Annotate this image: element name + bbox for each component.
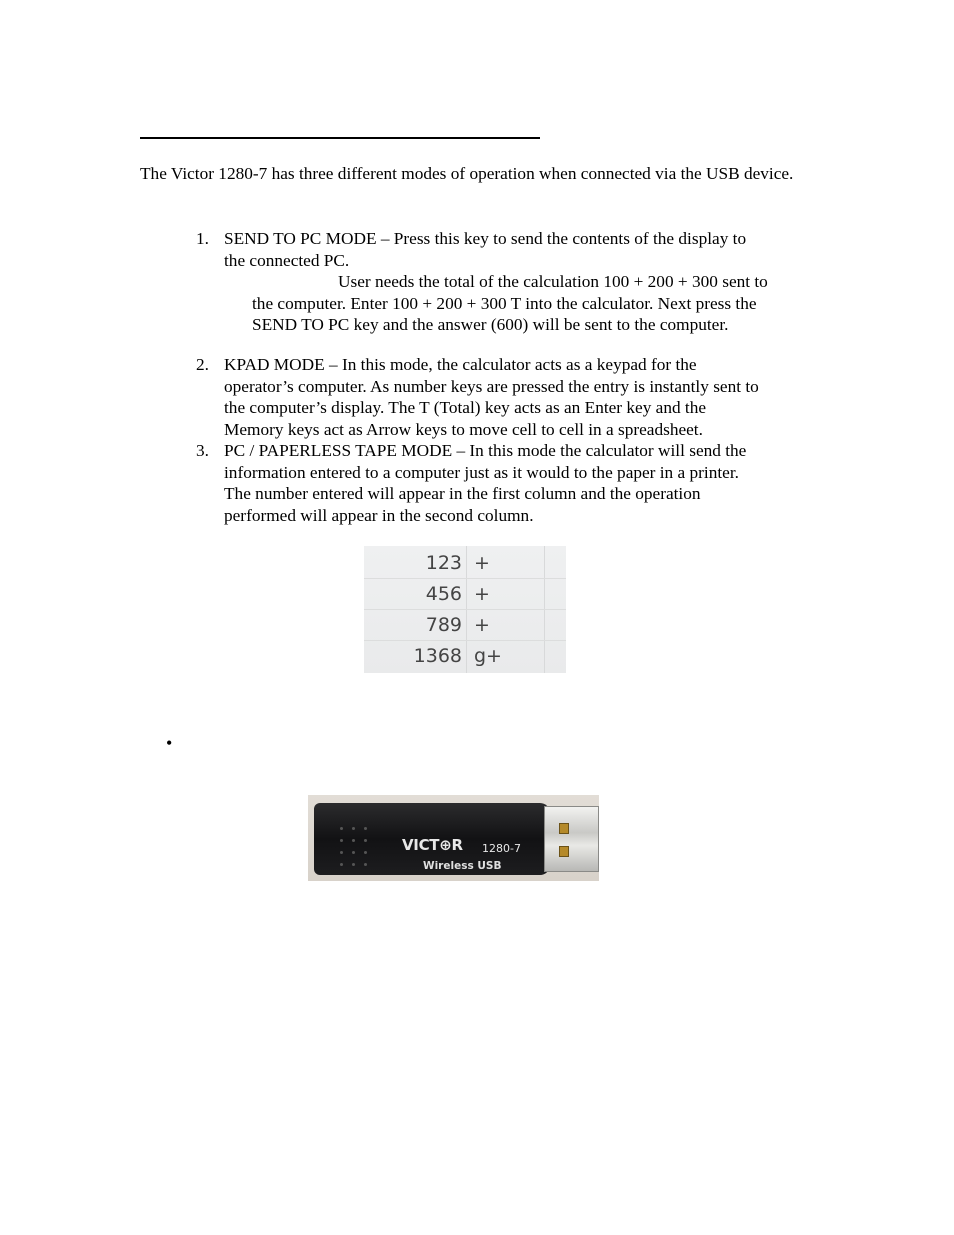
mode-line: PC / PAPERLESS TAPE MODE – In this mode the calculator will send the	[224, 441, 747, 460]
mode-line: The number entered will appear in the first column and the operation	[224, 484, 701, 503]
usb-model-label: 1280-7	[482, 842, 521, 855]
cell-value: 1368	[413, 645, 462, 667]
usb-device-photo	[308, 795, 599, 881]
example-line: the computer. Enter 100 + 200 + 300 T into the calculator. Next press the	[252, 293, 757, 313]
mode-line: Memory keys act as Arrow keys to move cell to cell in a spreadsheet.	[224, 419, 703, 439]
usb-subtitle-label: Wireless USB	[423, 860, 502, 872]
cell-operation: +	[474, 583, 490, 605]
usb-body	[314, 803, 550, 875]
section-heading-underline	[140, 137, 540, 139]
mode-line: KPAD MODE – In this mode, the calculator acts as a keypad for the	[224, 355, 697, 374]
mode-line: performed will appear in the second column.	[224, 505, 534, 525]
example-line: User needs the total of the calculation 100 + 200 + 300 sent to	[338, 272, 768, 291]
grid-line	[364, 609, 566, 610]
cell-value: 789	[425, 614, 462, 636]
list-number: 1.	[196, 229, 209, 248]
cell-value: 123	[425, 552, 462, 574]
usb-brand-logo: VICT⊕R	[402, 836, 463, 854]
grid-line	[364, 578, 566, 579]
spreadsheet-screenshot	[364, 546, 566, 673]
mode-line: operator’s computer. As number keys are pressed the entry is instantly sent to	[224, 376, 759, 396]
grip-dots-icon	[340, 827, 376, 863]
usb-connector	[544, 806, 599, 872]
list-number: 2.	[196, 355, 209, 374]
bullet-point: •	[166, 733, 173, 753]
cell-operation: +	[474, 552, 490, 574]
cell-operation: +	[474, 614, 490, 636]
mode-line: the connected PC.	[224, 250, 350, 270]
example-line: SEND TO PC key and the answer (600) will be sent to the computer.	[252, 315, 729, 334]
mode-line: the computer’s display. The T (Total) key acts as an Enter key and the	[224, 398, 707, 417]
mode-line: information entered to a computer just as it would to the paper in a printer.	[224, 462, 739, 482]
grid-line	[364, 640, 566, 641]
mode-line: SEND TO PC MODE – Press this key to send the contents of the display to	[224, 229, 747, 248]
list-number: 3.	[196, 441, 209, 460]
cell-operation: g+	[474, 645, 502, 667]
connector-pin	[559, 823, 569, 834]
cell-value: 456	[425, 583, 462, 605]
example-paragraph	[252, 271, 827, 336]
connector-pin	[559, 846, 569, 857]
intro-paragraph: The Victor 1280-7 has three different modes of operation when connected via the USB device.	[140, 164, 794, 183]
